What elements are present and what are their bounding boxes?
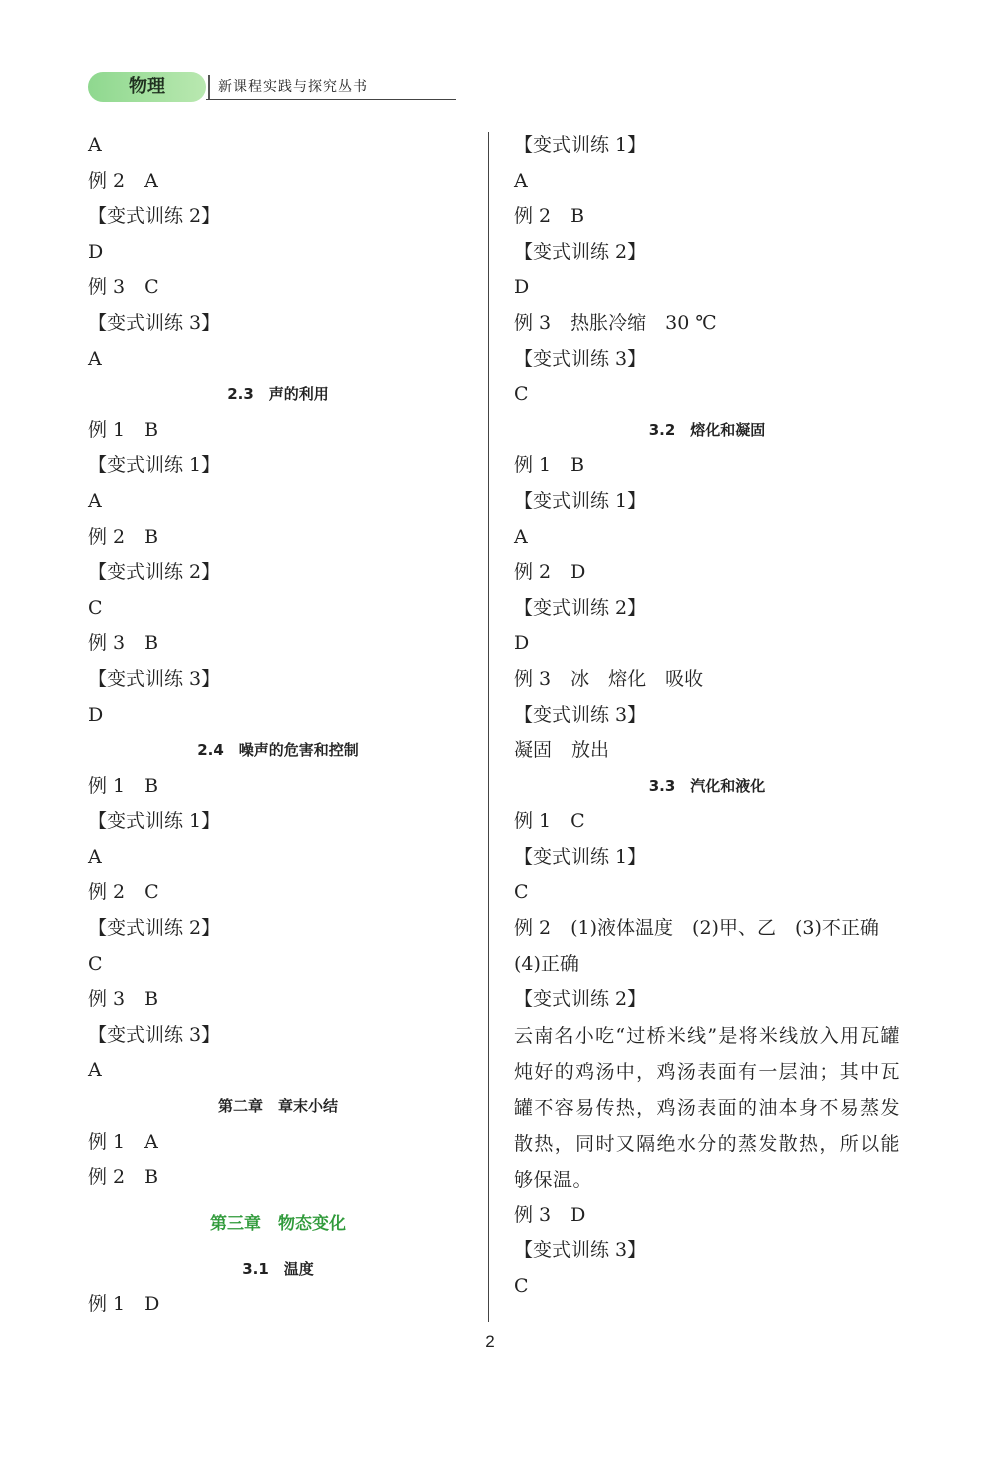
answer-line: C bbox=[514, 383, 529, 406]
answer-line: 【变式训练 1】 bbox=[514, 489, 647, 512]
answer-line: D bbox=[514, 632, 530, 655]
answer-line: 例 1 A bbox=[88, 1130, 158, 1153]
section-heading: 2.3 声的利用 bbox=[227, 385, 329, 404]
answer-line: C bbox=[514, 881, 529, 904]
answer-line: 【变式训练 2】 bbox=[514, 596, 647, 619]
answer-line: (4)正确 bbox=[514, 952, 579, 975]
answer-line: 例 3 B bbox=[88, 988, 159, 1011]
answer-line: 【变式训练 2】 bbox=[514, 988, 647, 1011]
answer-line: 例 2 C bbox=[88, 881, 159, 904]
answer-line: D bbox=[88, 240, 104, 263]
answer-line: 例 2 A bbox=[88, 169, 158, 192]
answer-line: 例 1 C bbox=[514, 810, 585, 833]
answer-line: A bbox=[88, 1059, 102, 1082]
answer-line: 例 3 C bbox=[88, 276, 159, 299]
answer-paragraph: 云南名小吃“过桥米线”是将米线放入用瓦罐炖好的鸡汤中，鸡汤表面有一层油；其中瓦罐不容易传热，鸡汤表面的油本身不易蒸发散热，同时又隔绝水分的蒸发散热，所以能够保温。 bbox=[514, 1024, 900, 1191]
section-heading: 3.1 温度 bbox=[242, 1259, 314, 1278]
answer-line: 【变式训练 3】 bbox=[88, 1023, 221, 1046]
page-header bbox=[88, 72, 378, 104]
answer-line: A bbox=[88, 347, 102, 370]
chapter-title: 第三章 物态变化 bbox=[210, 1213, 346, 1234]
answer-line: 例 3 热胀冷缩 30 ℃ bbox=[514, 311, 717, 334]
section-heading: 3.2 熔化和凝固 bbox=[648, 420, 766, 439]
answer-line: A bbox=[88, 134, 102, 156]
answer-line: A bbox=[514, 525, 528, 548]
answer-line: 例 2 B bbox=[88, 1166, 159, 1189]
answer-line: 例 3 冰 熔化 吸收 bbox=[514, 667, 704, 690]
answer-line: 例 3 D bbox=[514, 1203, 586, 1226]
answer-line: A bbox=[88, 489, 102, 512]
answer-line: 【变式训练 2】 bbox=[88, 205, 221, 228]
answer-line: 例 2 B bbox=[88, 525, 159, 548]
left-column bbox=[88, 128, 468, 1323]
page-number: 2 bbox=[485, 1332, 495, 1351]
answer-line: 【变式训练 3】 bbox=[88, 667, 221, 690]
subject-badge: 物理 bbox=[88, 72, 206, 102]
answer-line: 例 2 (1)液体温度 (2)甲、乙 (3)不正确 bbox=[514, 917, 879, 940]
section-heading: 第二章 章末小结 bbox=[217, 1097, 338, 1116]
answer-line: C bbox=[88, 596, 103, 619]
column-divider bbox=[488, 132, 489, 1322]
answer-line: 【变式训练 1】 bbox=[88, 454, 221, 477]
answer-line: A bbox=[88, 845, 102, 868]
answer-line: 【变式训练 3】 bbox=[514, 1239, 647, 1262]
answer-line: 【变式训练 1】 bbox=[514, 845, 647, 868]
answer-line: D bbox=[514, 276, 530, 299]
answer-line: 例 1 B bbox=[514, 454, 585, 477]
answer-line: 【变式训练 1】 bbox=[88, 810, 221, 833]
header-underline bbox=[206, 99, 456, 100]
answer-line: 【变式训练 3】 bbox=[514, 703, 647, 726]
answer-line: 凝固 放出 bbox=[514, 739, 610, 762]
answer-line: 例 3 B bbox=[88, 632, 159, 655]
answer-line: 例 1 B bbox=[88, 774, 159, 797]
answer-line: 例 1 B bbox=[88, 418, 159, 441]
header-divider bbox=[208, 75, 210, 99]
answer-line: 【变式训练 2】 bbox=[88, 917, 221, 940]
right-column bbox=[514, 128, 900, 1305]
section-heading: 2.4 噪声的危害和控制 bbox=[197, 741, 359, 760]
answer-line: A bbox=[514, 169, 528, 192]
answer-line: 【变式训练 3】 bbox=[88, 311, 221, 334]
answer-line: 【变式训练 3】 bbox=[514, 347, 647, 370]
answer-line: 【变式训练 2】 bbox=[514, 240, 647, 263]
answer-line: 例 1 D bbox=[88, 1293, 160, 1316]
answer-line: 例 2 D bbox=[514, 561, 586, 584]
answer-line: 例 2 B bbox=[514, 205, 585, 228]
answer-line: C bbox=[514, 1275, 529, 1298]
series-title: 新课程实践与探究丛书 bbox=[218, 79, 368, 95]
answer-line: C bbox=[88, 952, 103, 975]
section-heading: 3.3 汽化和液化 bbox=[648, 776, 766, 795]
answer-line: 【变式训练 1】 bbox=[514, 134, 647, 156]
answer-line: 【变式训练 2】 bbox=[88, 561, 221, 584]
answer-line: D bbox=[88, 703, 104, 726]
